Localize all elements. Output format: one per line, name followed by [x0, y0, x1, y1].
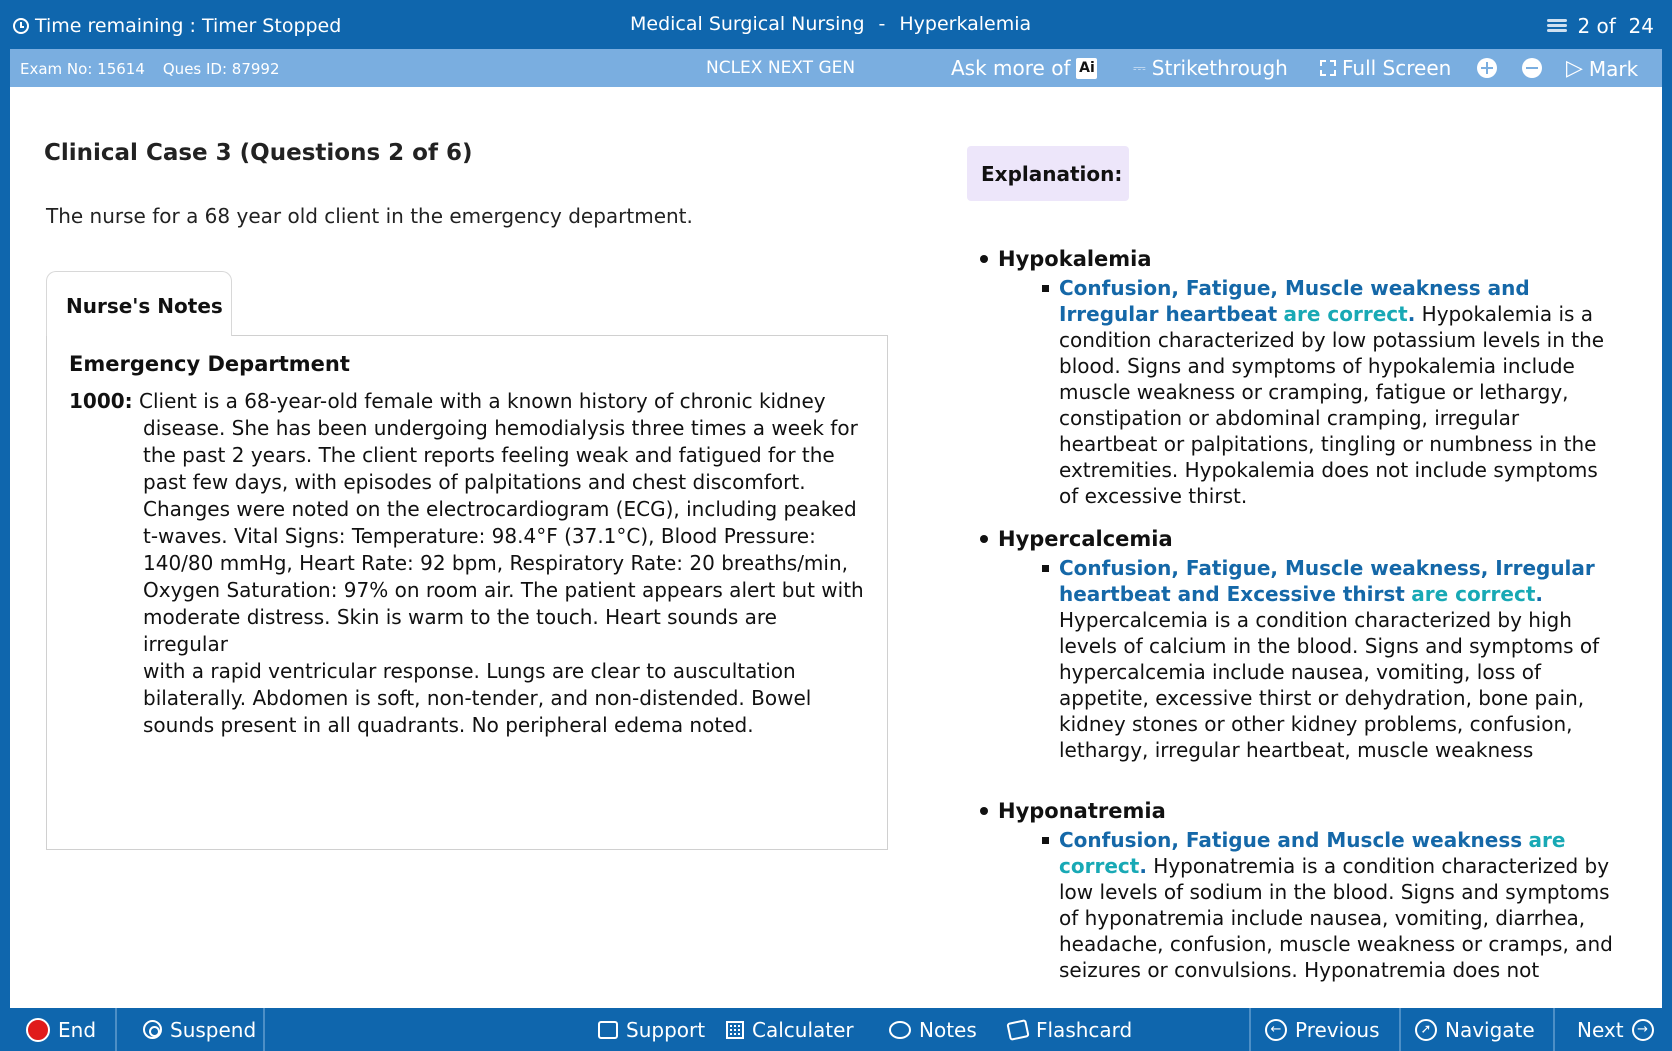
section-heading-text: Hyponatremia: [998, 799, 1166, 823]
strikethrough-label: Strikethrough: [1151, 56, 1288, 80]
section-detail: [980, 827, 1620, 983]
title-separator: -: [878, 13, 886, 35]
next-button[interactable]: [1577, 1008, 1654, 1051]
timer-label: Time remaining : Timer Stopped: [35, 15, 342, 37]
note-time: 1000:: [69, 389, 133, 413]
note-line: Oxygen Saturation: 97% on room air. The patient appears alert but with: [143, 578, 864, 602]
support-button[interactable]: [598, 1008, 705, 1051]
section-text: Hyponatremia is a condition characterized by low levels of sodium in the blood. Signs and symptoms of hyponatremia include nausea, vomiting, diarrhea, headache, confusion, muscle weakness or cramps, and seizures or convulsions. Hyponatremia does not: [1059, 854, 1613, 982]
ask-ai-button[interactable]: [951, 56, 1097, 80]
tab-nurses-notes[interactable]: Nurse's Notes: [46, 271, 232, 336]
zoom-out-icon: [1522, 58, 1542, 78]
previous-label: Previous: [1295, 1017, 1380, 1042]
note-line: the past 2 years. The client reports feeling weak and fatigued for the: [143, 443, 835, 467]
end-label: End: [58, 1017, 97, 1042]
section-heading-text: Hypokalemia: [998, 247, 1152, 271]
section-detail: [980, 275, 1620, 509]
section-heading-text: Hypercalcemia: [998, 527, 1173, 551]
arrow-right-icon: →: [1632, 1019, 1654, 1041]
explanation-label: Explanation:: [967, 146, 1129, 201]
question-counter: [1547, 14, 1654, 38]
section-correct: are correct: [1283, 302, 1408, 326]
calculator-label: Calculater: [752, 1017, 854, 1042]
main-content: [10, 87, 1662, 1008]
section-text: Hypercalcemia is a condition characterized by high levels of calcium in the blood. Signs and symptoms of hypercalcemia include nausea, vomiting, loss of appetite, excessive thirst or dehydration, bone pain, kidney stones or other kidney problems, confusion, lethargy, irregular heartbeat, muscle weakness: [1059, 608, 1600, 762]
section-period: .: [1139, 854, 1147, 878]
note-text: [139, 388, 865, 739]
arrow-left-icon: ←: [1265, 1019, 1287, 1041]
department-heading: Emergency Department: [69, 352, 350, 376]
explanation-section: [980, 799, 1620, 983]
exam-mode-label: [706, 58, 855, 78]
note-line: with a rapid ventricular response. Lungs are clear to auscultation: [143, 659, 796, 683]
note-entry: [69, 388, 865, 739]
exam-title: [630, 13, 1031, 35]
exam-mode-text: NCLEX NEXT GEN: [706, 58, 856, 78]
exam-number: Exam No: 15614: [20, 60, 145, 78]
square-bullet-icon: [1042, 565, 1049, 572]
bullet-icon: [980, 535, 988, 543]
notes-label: Notes: [919, 1017, 977, 1042]
strikethrough-button[interactable]: [1133, 56, 1288, 80]
section-paragraph: [1059, 827, 1620, 983]
square-bullet-icon: [1042, 285, 1049, 292]
topic-label: Hyperkalemia: [899, 13, 1032, 35]
tool-bar: [10, 49, 1662, 87]
bottom-bar: [10, 1008, 1662, 1051]
section-correct: are correct: [1059, 828, 1566, 878]
previous-button[interactable]: [1265, 1008, 1380, 1051]
zoom-in-icon: [1477, 58, 1497, 78]
note-line: sounds present in all quadrants. No peripheral edema noted.: [143, 713, 754, 737]
timer: [13, 15, 341, 37]
explanation-section: [980, 247, 1620, 509]
fullscreen-label: Full Screen: [1342, 56, 1452, 80]
section-period: .: [1535, 582, 1544, 606]
note-line: disease. She has been undergoing hemodialysis three times a week for: [143, 416, 858, 440]
section-heading: [980, 799, 1620, 823]
section-correct: are correct: [1411, 582, 1536, 606]
mark-button[interactable]: [1566, 56, 1638, 81]
strikethrough-icon: ⎓: [1133, 58, 1146, 77]
navigate-label: Navigate: [1445, 1017, 1535, 1042]
section-detail: [980, 555, 1620, 763]
end-button[interactable]: [26, 1008, 96, 1051]
title-bar: [0, 0, 1672, 49]
zoom-out-button[interactable]: [1522, 58, 1542, 78]
section-highlight: Confusion, Fatigue, Muscle weakness and Irregular heartbeat: [1059, 276, 1530, 326]
navigate-button[interactable]: [1415, 1008, 1535, 1051]
note-line: t-waves. Vital Signs: Temperature: 98.4°F (37.1°C), Blood Pressure:: [143, 524, 816, 548]
note-line: 140/80 mmHg, Heart Rate: 92 bpm, Respiratory Rate: 20 breaths/min,: [143, 551, 848, 575]
note-line: Changes were noted on the electrocardiogram (ECG), including peaked: [143, 497, 857, 521]
mark-label: Mark: [1588, 56, 1639, 81]
calculator-button[interactable]: [726, 1008, 854, 1051]
section-paragraph: [1059, 275, 1620, 509]
next-label: Next: [1577, 1017, 1624, 1042]
fullscreen-button[interactable]: [1320, 56, 1451, 80]
support-icon: [598, 1021, 618, 1039]
suspend-button[interactable]: [143, 1008, 256, 1051]
calculator-icon: [726, 1021, 744, 1039]
section-highlight: Confusion, Fatigue and Muscle weakness: [1059, 828, 1523, 852]
question-id: Ques ID: 87992: [162, 60, 280, 78]
section-paragraph: [1059, 555, 1620, 763]
flashcard-icon: [1006, 1019, 1029, 1041]
flashcard-label: Flashcard: [1036, 1017, 1133, 1042]
note-line: Client is a 68-year-old female with a known history of chronic kidney: [139, 389, 826, 413]
zoom-in-button[interactable]: [1477, 58, 1497, 78]
clock-icon: [13, 18, 29, 34]
square-bullet-icon: [1042, 837, 1049, 844]
bullet-icon: [980, 255, 988, 263]
question-list-icon[interactable]: [1547, 19, 1567, 33]
flag-icon: ▷: [1566, 56, 1583, 81]
notes-icon: [889, 1021, 911, 1039]
section-period: .: [1407, 302, 1416, 326]
note-line: past few days, with episodes of palpitations and chest discomfort.: [143, 470, 806, 494]
flashcard-button[interactable]: [1008, 1008, 1132, 1051]
section-highlight: Confusion, Fatigue, Muscle weakness, Irregular heartbeat and Excessive thirst: [1059, 556, 1595, 606]
notes-button[interactable]: [889, 1008, 977, 1051]
nurses-notes-panel: [46, 335, 888, 850]
suspend-label: Suspend: [170, 1017, 257, 1042]
fullscreen-icon: [1320, 60, 1336, 76]
section-text: Hypokalemia is a condition characterized by low potassium levels in the blood. Signs and symptoms of hypokalemia include muscle weakness or cramping, fatigue or lethargy, constipation or abdominal cramping, irregular heartbeat or palpitations, tingling or numbness in the extremities. Hypokalemia does not include symptoms of excessive thirst.: [1059, 302, 1605, 508]
section-heading: [980, 247, 1620, 271]
question-counter-label: 2 of 24: [1577, 14, 1654, 38]
explanation-section: [980, 527, 1620, 763]
case-title: Clinical Case 3 (Questions 2 of 6): [44, 140, 473, 166]
support-label: Support: [626, 1017, 706, 1042]
section-heading: [980, 527, 1620, 551]
stop-icon: [26, 1018, 50, 1042]
compass-icon: ➚: [1415, 1019, 1437, 1041]
ai-icon: Ai: [1076, 58, 1097, 79]
case-intro: The nurse for a 68 year old client in the emergency department.: [46, 204, 693, 228]
explanation-content: [980, 247, 1620, 1001]
note-line: moderate distress. Skin is warm to the touch. Heart sounds are irregular: [143, 605, 777, 656]
ask-ai-label: Ask more of: [951, 56, 1071, 80]
bullet-icon: [980, 807, 988, 815]
subject-label: Medical Surgical Nursing: [630, 13, 865, 35]
suspend-icon: [143, 1020, 162, 1039]
note-line: bilaterally. Abdomen is soft, non-tender, and non-distended. Bowel: [143, 686, 812, 710]
